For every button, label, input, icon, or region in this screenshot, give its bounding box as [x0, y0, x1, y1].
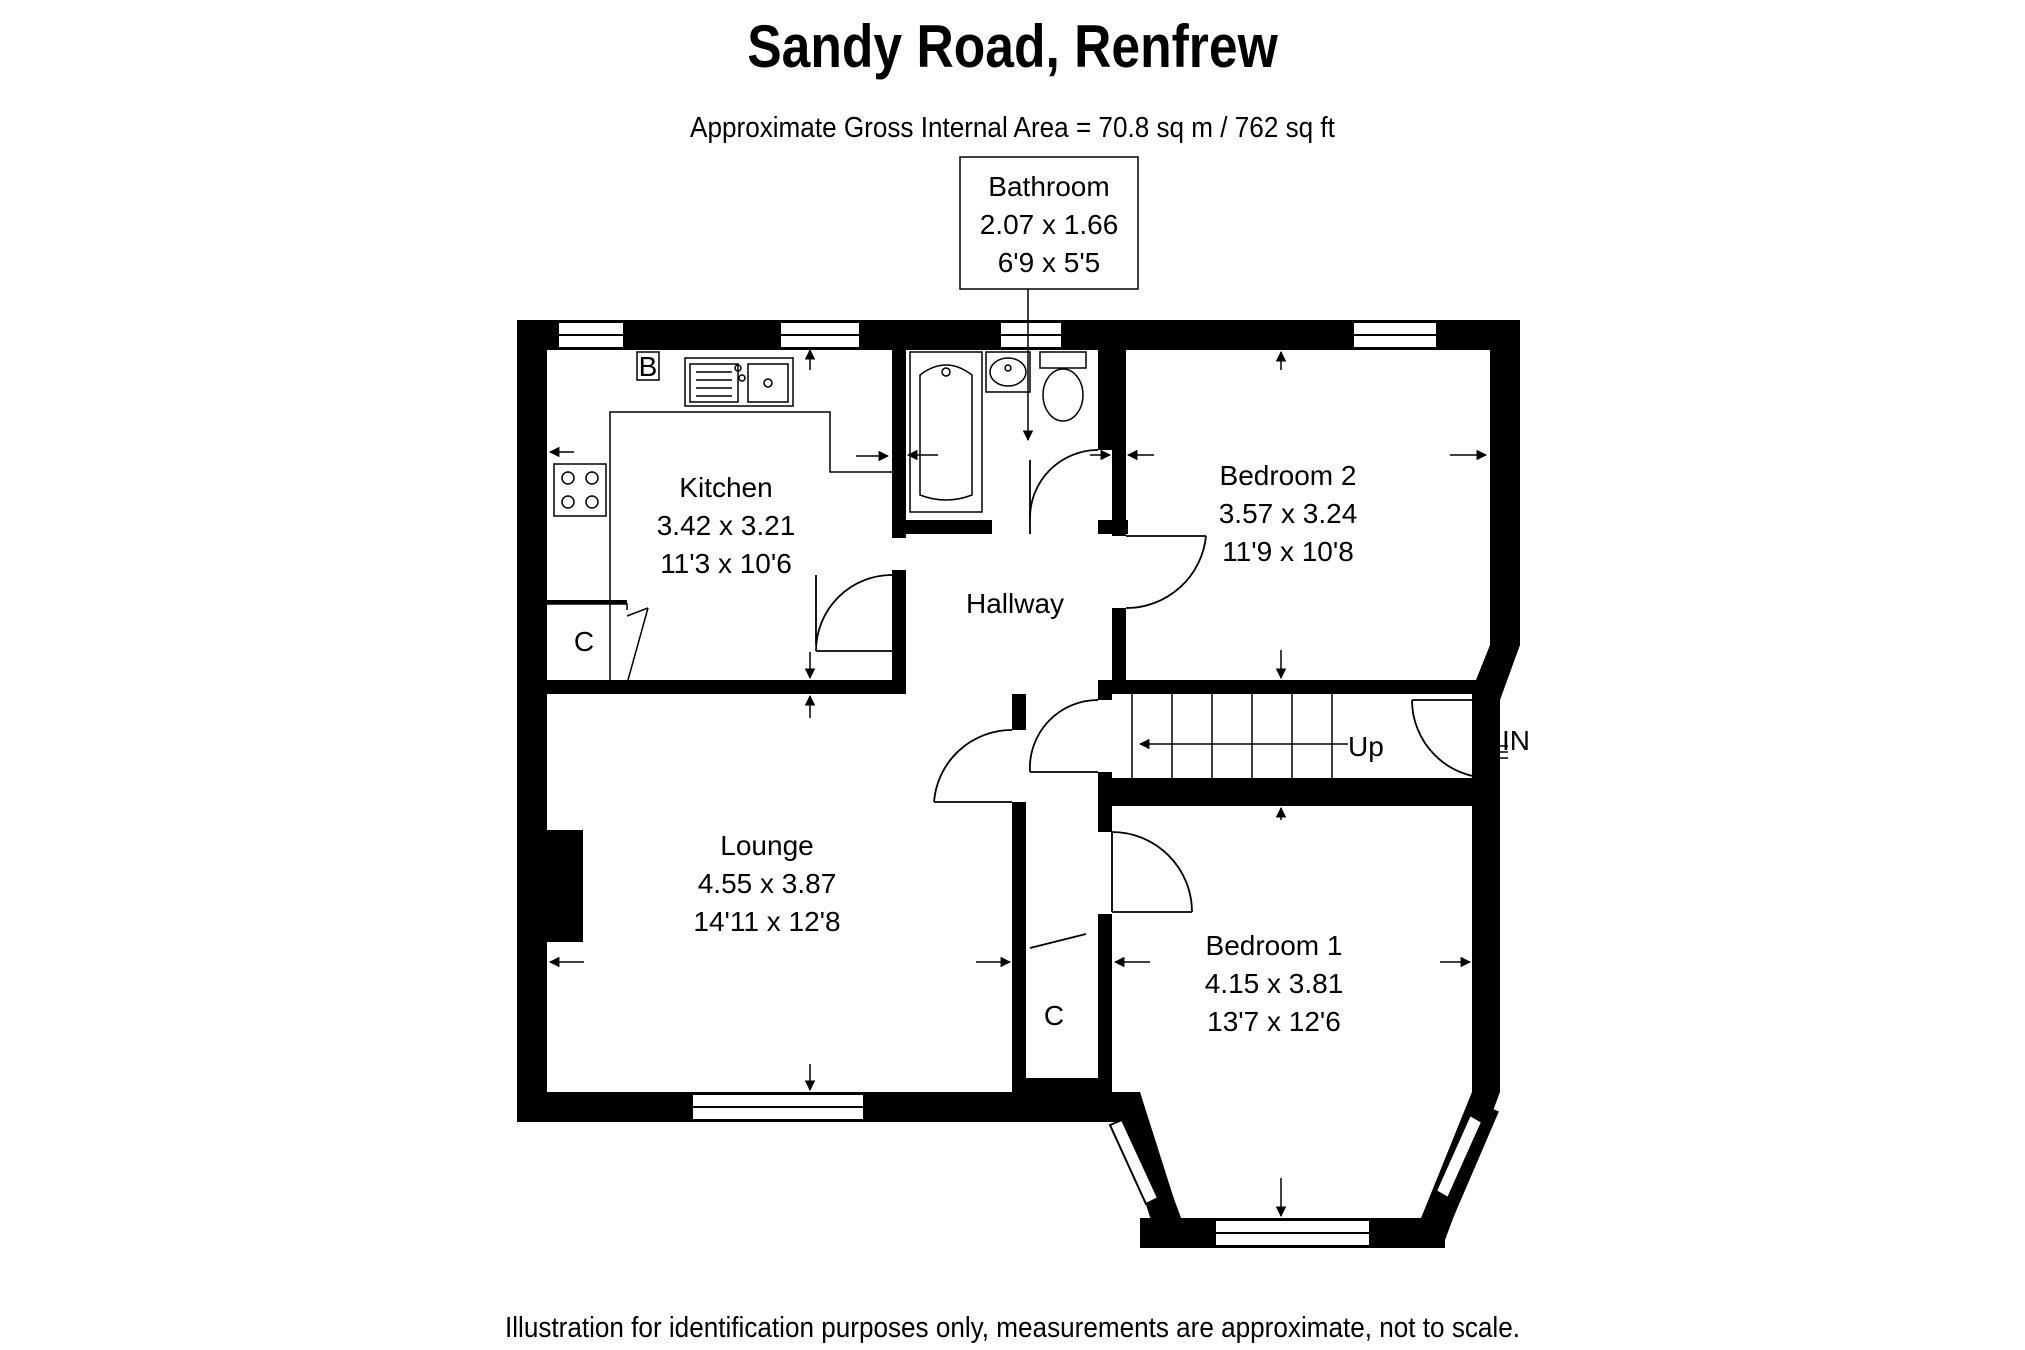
kitchen-name: Kitchen — [679, 472, 773, 503]
lounge-metric: 4.55 x 3.87 — [697, 868, 837, 899]
bedroom1-imperial: 13'7 x 12'6 — [1207, 1006, 1341, 1037]
bedroom2-name: Bedroom 2 — [1219, 460, 1357, 491]
bathroom-metric: 2.07 x 1.66 — [979, 209, 1119, 240]
stairs — [1132, 694, 1348, 778]
bathroom-fittings — [910, 352, 1086, 512]
bedroom1-metric: 4.15 x 3.81 — [1204, 968, 1344, 999]
kitchen-imperial: 11'3 x 10'6 — [660, 548, 792, 579]
bathroom-imperial: 6'9 x 5'5 — [997, 247, 1101, 278]
bedroom2-metric: 3.57 x 3.24 — [1218, 498, 1358, 529]
bedroom1-name: Bedroom 1 — [1205, 930, 1343, 961]
bay-walls — [1125, 1106, 1486, 1234]
lounge-name: Lounge — [720, 830, 814, 861]
entrance-label: IN — [1502, 725, 1530, 756]
area-subtitle: Approximate Gross Internal Area = 70.8 sq m / 762 sq ft — [690, 112, 1335, 144]
boiler-label: B — [638, 351, 658, 382]
bedroom2-imperial: 11'9 x 10'8 — [1222, 536, 1354, 567]
hallway-name: Hallway — [965, 588, 1065, 619]
kitchen-metric: 3.42 x 3.21 — [656, 510, 796, 541]
interior-walls — [547, 350, 1500, 1092]
disclaimer: Illustration for identification purposes only, measurements are approximate, not to scale. — [504, 1312, 1521, 1344]
page-title: Sandy Road, Renfrew — [747, 13, 1278, 80]
bathroom-name: Bathroom — [988, 171, 1110, 202]
hall-cupboard-label: C — [1043, 1000, 1065, 1031]
kitchen-cupboard-label: C — [573, 626, 595, 657]
stairs-label: Up — [1348, 731, 1384, 762]
lounge-imperial: 14'11 x 12'8 — [693, 906, 841, 937]
